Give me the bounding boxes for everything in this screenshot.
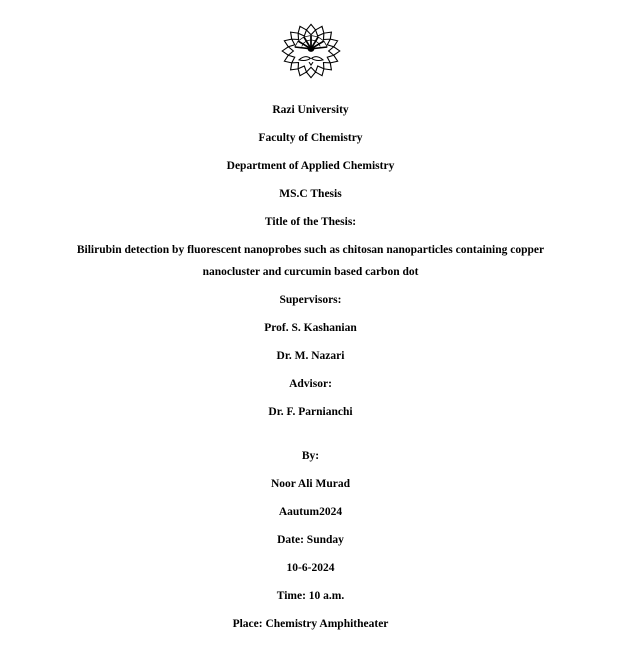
by-label: By: [301,450,320,462]
thesis-title [0,239,621,283]
department-name: Department of Applied Chemistry [226,160,395,172]
university-name: Razi University [272,104,349,116]
date-value: 10-6-2024 [286,562,335,574]
razi-university-logo [0,14,621,88]
thesis-title-line-1: Bilirubin detection by fluorescent nanoprobes such as chitosan nanoparticles containing copper [76,244,545,256]
supervisor-2: Dr. M. Nazari [276,350,345,362]
advisor-label: Advisor: [289,378,332,390]
date-label: Date: Sunday [277,534,344,546]
author-name: Noor Ali Murad [270,478,350,490]
place-label: Place: Chemistry Amphitheater [232,618,389,630]
advisor-name: Dr. F. Parnianchi [268,406,353,418]
term: Aautum2024 [278,506,343,518]
razi-university-emblem-icon [271,14,351,88]
supervisor-1: Prof. S. Kashanian [264,322,357,334]
supervisors-label: Supervisors: [279,294,342,306]
time-label: Time: 10 a.m. [276,590,345,602]
faculty-name: Faculty of Chemistry [258,132,363,144]
thesis-title-line-2: nanocluster and curcumin based carbon dot [202,266,419,278]
title-label: Title of the Thesis: [264,216,357,228]
degree-label: MS.C Thesis [279,188,342,200]
